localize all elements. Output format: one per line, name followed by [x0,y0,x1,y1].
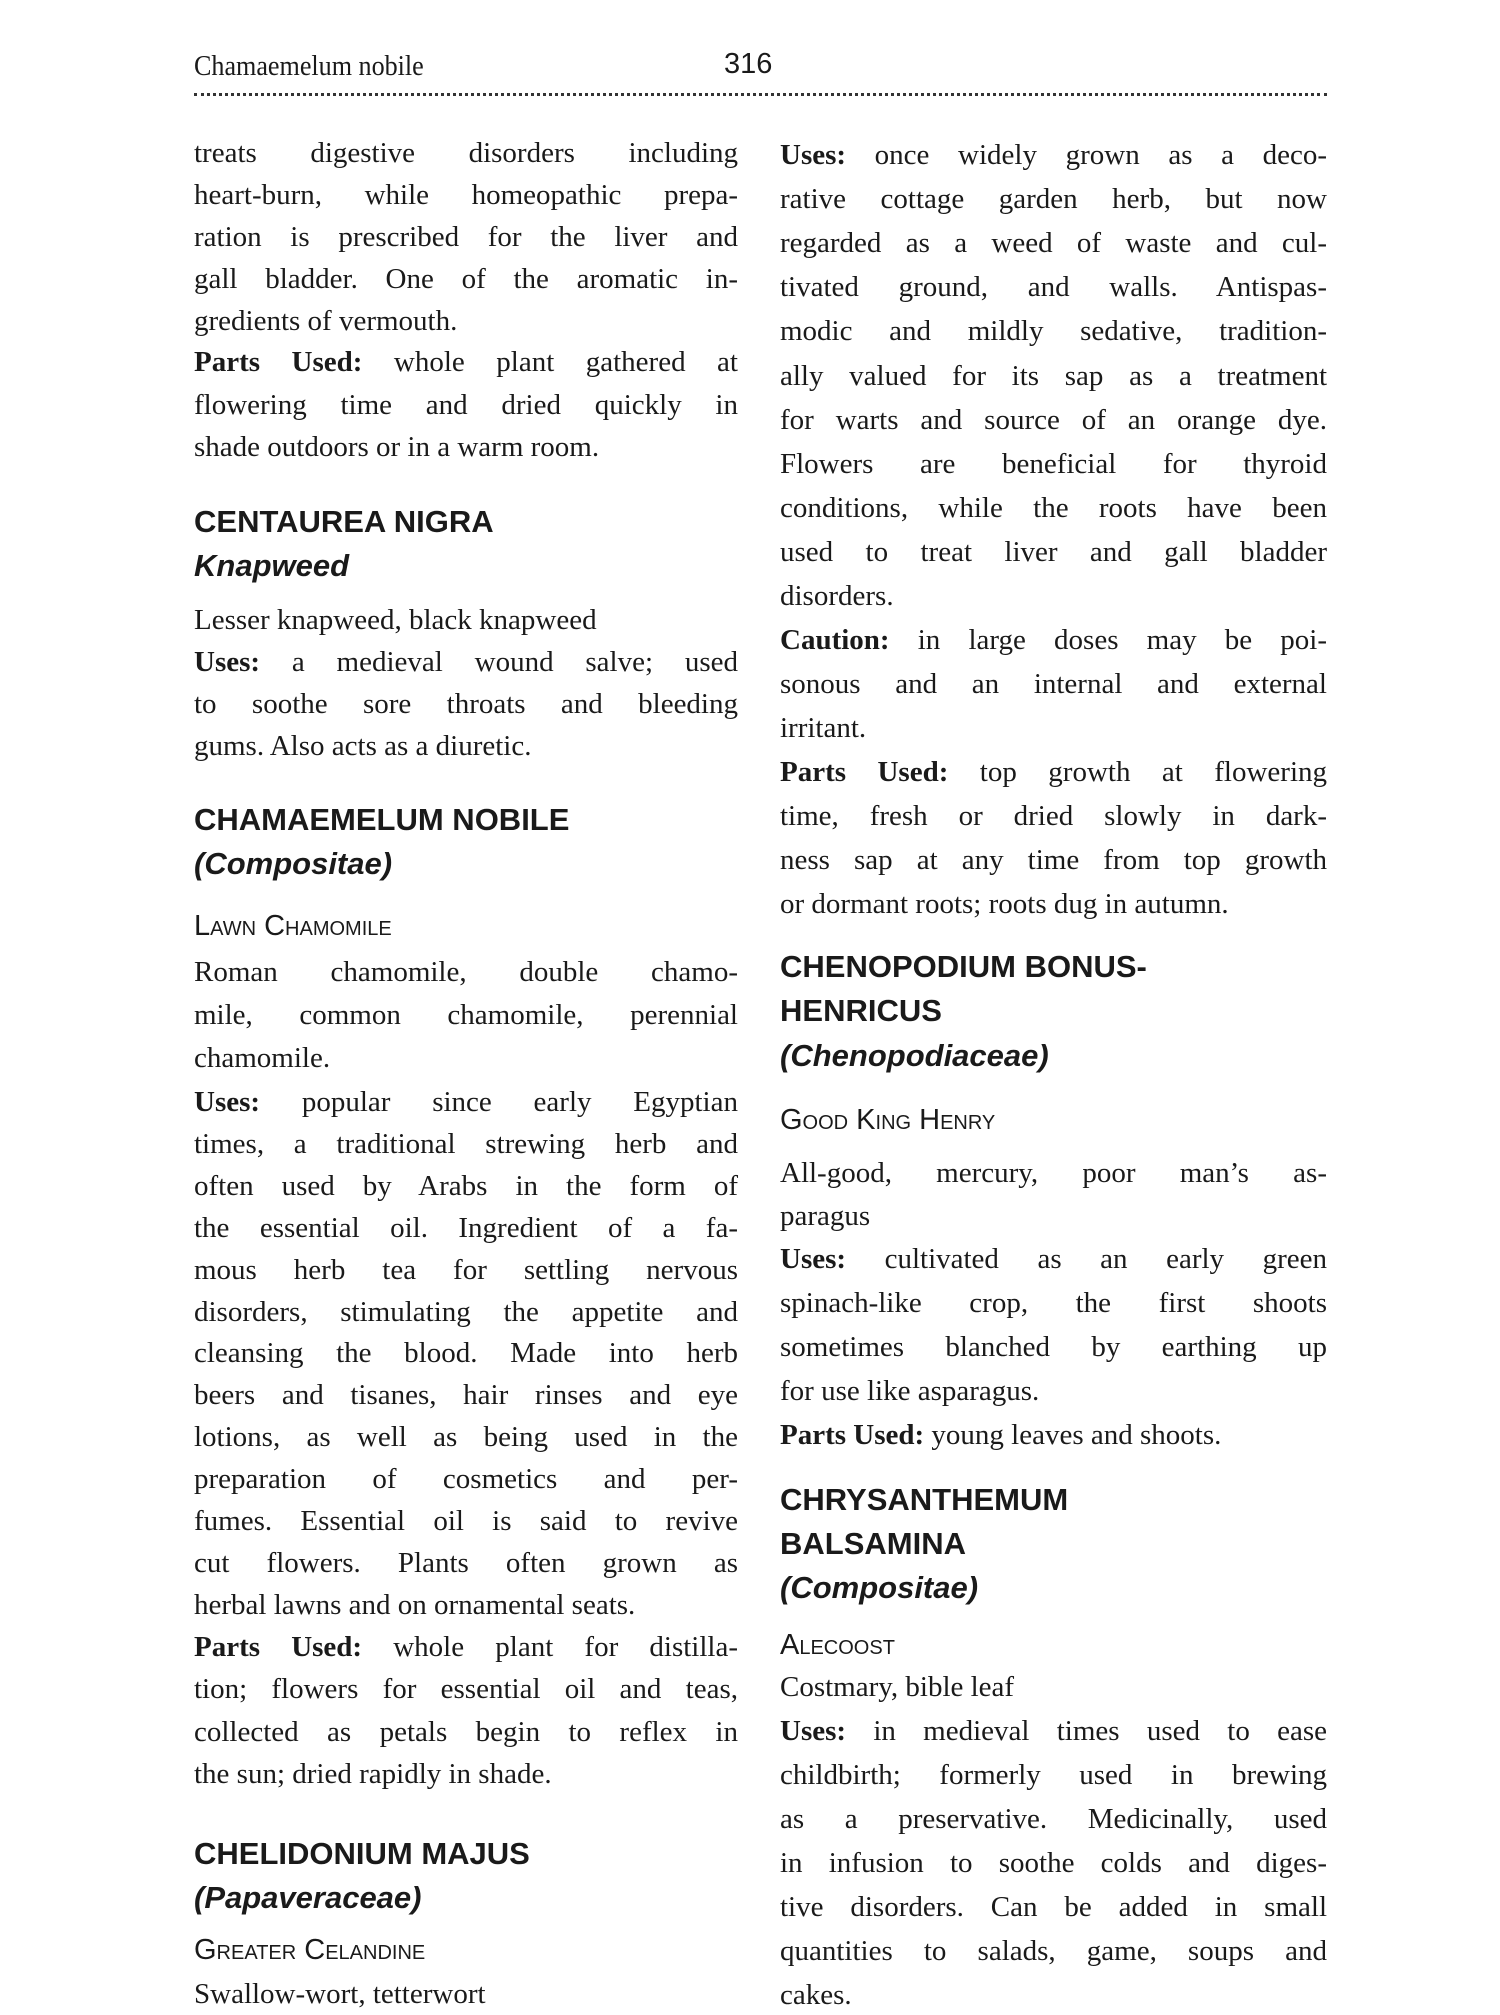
text-line: fumes. Essential oil is said to revive [194,1505,738,1537]
text-line: Flowers are beneficial for thyroid [780,447,1327,480]
text-line: quantities to salads, game, soups and [780,1935,1327,1967]
text-line: childbirth; formerly used in brewing [780,1759,1327,1791]
text-line: Good King Henry [780,1104,996,1136]
text-line: gums. Also acts as a diuretic. [194,730,532,762]
line-text: top growth at flowering [948,756,1327,788]
line-text: cultivated as an early green [846,1243,1327,1275]
text-line: the sun; dried rapidly in shade. [194,1757,552,1790]
field-label: Uses: [194,1086,261,1118]
line-text: whole plant for distilla- [362,1631,738,1663]
text-line: chamomile. [194,1042,331,1074]
field-label: Parts Used: [780,756,949,788]
text-line: Lawn Chamomile [194,910,392,942]
field-label: Uses: [780,139,847,171]
text-line: Costmary, bible leaf [780,1671,1015,1703]
text-line [780,620,1327,660]
text-line: Greater Celandine [194,1934,426,1966]
text-line: All-good, mercury, poor man’s as- [780,1157,1327,1189]
text-line: regarded as a weed of waste and cul- [780,227,1327,260]
text-line: gall bladder. One of the aromatic in- [194,263,738,295]
text-line: treats digestive disorders including [194,137,738,169]
text-line: lotions, as well as being used in the [194,1421,738,1454]
field-label: Uses: [780,1243,847,1275]
text-line: CHENOPODIUM BONUS- [780,949,1147,984]
text-line: spinach-like crop, the first shoots [780,1287,1327,1319]
text-line: Roman chamomile, double chamo- [194,956,738,988]
line-text: a medieval wound salve; used [260,646,738,678]
text-line: sometimes blanched by earthing up [780,1331,1327,1363]
field-label: Uses: [194,646,261,678]
text-line: paragus [780,1200,871,1232]
line-text: popular since early Egyptian [260,1086,738,1118]
text-line: (Chenopodiaceae) [780,1038,1049,1073]
text-line: CHAMAEMELUM NOBILE [194,802,570,837]
text-line: tion; flowers for essential oil and teas, [194,1673,738,1706]
text-line: preparation of cosmetics and per- [194,1463,738,1496]
line-text: in large doses may be poi- [889,624,1327,656]
text-line: ness sap at any time from top growth [780,844,1327,876]
text-line: (Compositae) [194,846,393,881]
text-line [780,1415,1327,1455]
left-column [194,0,738,2010]
text-line: cakes. [780,1979,852,2011]
text-line: mous herb tea for settling nervous [194,1253,738,1286]
text-line: conditions, while the roots have been [780,491,1327,524]
text-line: CENTAUREA NIGRA [194,504,494,539]
text-line: disorders, stimulating the appetite and [194,1295,738,1328]
text-line: beers and tisanes, hair rinses and eye [194,1379,738,1412]
text-line: for use like asparagus. [780,1375,1040,1407]
field-label: Parts Used: [780,1419,925,1451]
text-line: Swallow-wort, tetterwort [194,1978,486,2010]
text-line: CHELIDONIUM MAJUS [194,1836,530,1871]
text-line: heart-burn, while homeopathic prepa- [194,179,738,211]
text-line: irritant. [780,712,867,744]
text-line: rative cottage garden herb, but now [780,183,1327,216]
text-line: Lesser knapweed, black knapweed [194,604,597,636]
text-line: (Compositae) [780,1570,979,1605]
text-line: (Papaveraceae) [194,1880,422,1915]
text-line: often used by Arabs in the form of [194,1169,738,1202]
text-line: mile, common chamomile, perennial [194,999,738,1031]
text-line: BALSAMINA [780,1526,966,1561]
field-label: Parts Used: [194,1631,363,1663]
text-line: as a preservative. Medicinally, used [780,1803,1327,1835]
line-text: once widely grown as a deco- [846,139,1327,171]
text-line: times, a traditional strewing herb and [194,1127,738,1160]
text-line: Knapweed [194,548,350,583]
text-line: the essential oil. Ingredient of a fa- [194,1211,738,1244]
text-line: shade outdoors or in a warm room. [194,431,600,463]
text-line [194,1082,738,1122]
running-title: Chamaemelum nobile [194,50,424,82]
line-text: whole plant gathered at [362,346,738,378]
field-label: Parts Used: [194,346,363,378]
text-line: sonous and an internal and external [780,668,1327,700]
text-line: herbal lawns and on ornamental seats. [194,1588,636,1621]
text-line: or dormant roots; roots dug in autumn. [780,888,1229,920]
text-line: cleansing the blood. Made into herb [194,1337,738,1370]
text-line [780,135,1327,175]
text-line: cut flowers. Plants often grown as [194,1546,738,1579]
text-line: used to treat liver and gall bladder [780,535,1327,568]
text-line [194,342,738,382]
text-line: modic and mildly sedative, tradition- [780,315,1327,348]
text-line: tivated ground, and walls. Antispas- [780,271,1327,304]
text-line: collected as petals begin to reflex in [194,1715,738,1748]
text-line: ally valued for its sap as a treatment [780,359,1327,392]
text-line: disorders. [780,580,894,612]
right-column [780,0,1327,2011]
text-line [780,1239,1327,1279]
text-line: in infusion to soothe colds and diges- [780,1847,1327,1879]
text-line: time, fresh or dried slowly in dark- [780,800,1327,832]
text-line: Alecoost [780,1629,895,1661]
text-line [780,1711,1327,1751]
text-line: to soothe sore throats and bleeding [194,688,738,720]
text-line [194,642,738,682]
text-line: flowering time and dried quickly in [194,388,738,421]
text-line: CHRYSANTHEMUM [780,1482,1069,1517]
text-line: tive disorders. Can be added in small [780,1891,1327,1923]
page-number: 316 [724,48,773,80]
text-line: ration is prescribed for the liver and [194,221,738,253]
text-line: gredients of vermouth. [194,305,458,337]
text-line: for warts and source of an orange dye. [780,403,1327,436]
text-line [780,752,1327,792]
line-text: young leaves and shoots. [924,1419,1222,1451]
field-label: Uses: [780,1715,847,1747]
line-text: in medieval times used to ease [846,1715,1327,1747]
text-line [194,1627,738,1667]
text-line: HENRICUS [780,993,942,1028]
field-label: Caution: [780,624,890,656]
